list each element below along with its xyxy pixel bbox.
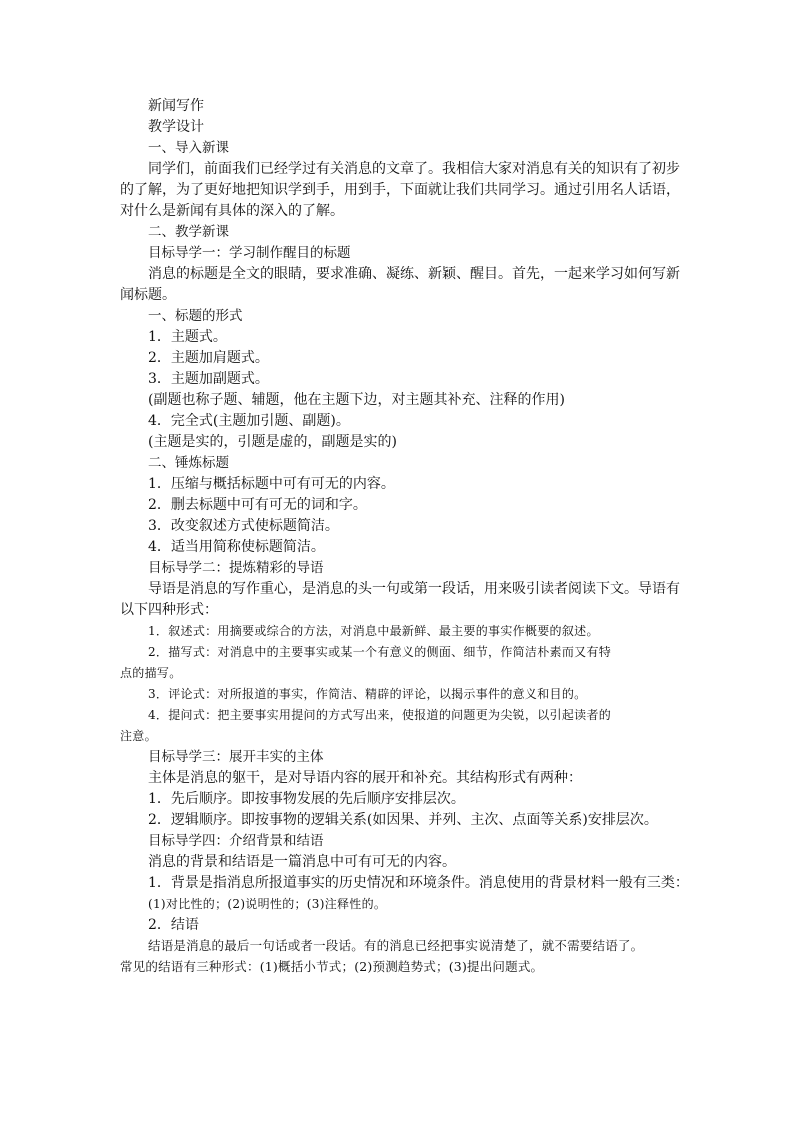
list-item: 4．完全式(主题加引题、副题)。 xyxy=(148,413,350,429)
list-item: 4．适当用简称使标题简洁。 xyxy=(148,539,325,555)
paragraph-line: 对什么是新闻有具体的深入的了解。 xyxy=(120,203,344,219)
paragraph-line: 主体是消息的躯干，是对导语内容的展开和补充。其结构形式有两种： xyxy=(148,770,582,786)
paragraph-line: 常见的结语有三种形式：(1)概括小节式；(2)预测趋势式；(3)提出问题式。 xyxy=(120,959,544,974)
paragraph-line: 消息的背景和结语是一篇消息中可有可无的内容。 xyxy=(148,854,456,870)
paragraph-line: 闻标题。 xyxy=(120,287,176,303)
goal-heading-1: 目标导学一：学习制作醒目的标题 xyxy=(148,245,351,261)
list-item-continued: 注意。 xyxy=(120,729,157,743)
paragraph-line: 消息的标题是全文的眼睛，要求准确、凝练、新颖、醒目。首先，一起来学习如何写新 xyxy=(148,266,680,282)
subheading-title-forms: 一、标题的形式 xyxy=(148,308,243,324)
goal-heading-4: 目标导学四：介绍背景和结语 xyxy=(148,833,324,849)
list-item: 2．逻辑顺序。即按事物的逻辑关系(如因果、并列、主次、点面等关系)安排层次。 xyxy=(148,812,658,828)
paragraph-line: 导语是消息的写作重心，是消息的头一句或第一段话，用来吸引读者阅读下文。导语有 xyxy=(148,581,680,597)
list-item: 1．主题式。 xyxy=(148,329,227,345)
paragraph-line: 同学们，前面我们已经学过有关消息的文章了。我相信大家对消息有关的知识有了初步 xyxy=(148,161,680,177)
paragraph-line: 的了解，为了更好地把知识学到手，用到手，下面就让我们共同学习。通过引用名人话语， xyxy=(120,182,680,198)
list-item: 2．结语 xyxy=(148,917,199,933)
list-item-note: (副题也称子题、辅题，他在主题下边，对主题其补充、注释的作用) xyxy=(148,392,565,408)
subheading-refine-title: 二、锤炼标题 xyxy=(148,455,229,471)
list-item: 1．背景是指消息所报道事实的历史情况和环境条件。消息使用的背景材料一般有三类： xyxy=(148,875,689,891)
list-item: 2．描写式：对消息中的主要事实或某一个有意义的侧面、细节，作简洁朴素而又有特 xyxy=(148,645,612,659)
list-item: 2．删去标题中可有可无的词和字。 xyxy=(148,497,367,513)
doc-title: 新闻写作 xyxy=(148,98,204,114)
list-item-continued: 点的描写。 xyxy=(120,666,182,680)
doc-subtitle: 教学设计 xyxy=(148,119,204,135)
list-item: 3．改变叙述方式使标题简洁。 xyxy=(148,518,339,534)
list-item: 1．先后顺序。即按事物发展的先后顺序安排层次。 xyxy=(148,791,465,807)
list-item: 2．主题加肩题式。 xyxy=(148,350,269,366)
section-heading-intro: 一、导入新课 xyxy=(148,140,229,156)
list-item-continued: (1)对比性的；(2)说明性的；(3)注释性的。 xyxy=(148,897,387,911)
goal-heading-3: 目标导学三：展开丰实的主体 xyxy=(148,749,324,765)
list-item: 3．主题加副题式。 xyxy=(148,371,269,387)
list-item-note: (主题是实的，引题是虚的，副题是实的) xyxy=(148,434,397,450)
paragraph-line: 以下四种形式： xyxy=(120,602,218,618)
section-heading-teaching: 二、教学新课 xyxy=(148,224,229,240)
list-item: 4．提问式：把主要事实用提问的方式写出来，使报道的问题更为尖锐，以引起读者的 xyxy=(148,708,612,722)
goal-heading-2: 目标导学二：提炼精彩的导语 xyxy=(148,560,324,576)
list-item: 1．叙述式：用摘要或综合的方法，对消息中最新鲜、最主要的事实作概要的叙述。 xyxy=(148,624,599,638)
list-item: 3．评论式：对所报道的事实，作简洁、精辟的评论，以揭示事件的意义和目的。 xyxy=(148,687,587,701)
list-item: 1．压缩与概括标题中可有可无的内容。 xyxy=(148,476,395,492)
paragraph-line: 结语是消息的最后一句话或者一段话。有的消息已经把事实说清楚了，就不需要结语了。 xyxy=(148,938,644,953)
